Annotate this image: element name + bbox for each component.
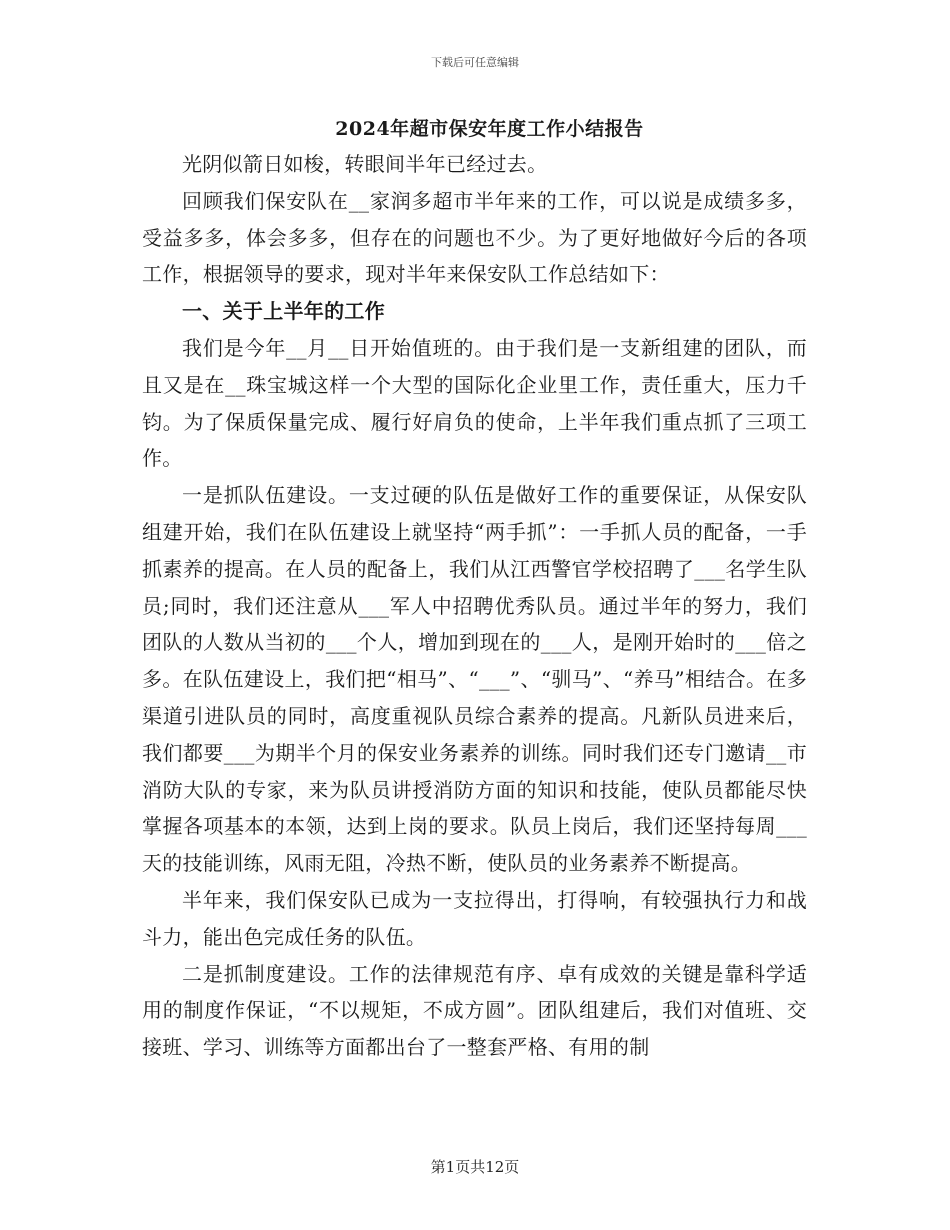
paragraph-team-building: 一是抓队伍建设。一支过硬的队伍是做好工作的重要保证，从保安队组建开始，我们在队伍建设上就坚持“两手抓”：一手抓人员的配备，一手抓素养的提高。在人员的配备上，我们从江西警官学校招聘了___名学生队员;同时，我们还注意从___军人中招聘优秀队员。通过半年的努力，我们团队的人数从当初的___个人，增加到现在的___人，是刚开始时的___倍之多。在队伍建设上，我们把“相马”、“___”、“驯马”、“养马”相结合。在多渠道引进队员的同时，高度重视队员综合素养的提高。凡新队员进来后，我们都要___为期半个月的保安业务素养的训练。同时我们还专门邀请__市消防大队的专家，来为队员讲授消防方面的知识和技能，使队员都能尽快掌握各项基本的本领，达到上岗的要求。队员上岗后，我们还坚持每周___天的技能训练，风雨无阻，冷热不断，使队员的业务素养不断提高。 <box>142 483 807 876</box>
paragraph-start: 我们是今年__月__日开始值班的。由于我们是一支新组建的团队，而且又是在__珠宝城这样一个大型的国际化企业里工作，责任重大，压力千钧。为了保质保量完成、履行好肩负的使命，上半年我们重点抓了三项工作。 <box>142 335 807 471</box>
document-body <box>142 112 807 1066</box>
page-number-footer: 第1页共12页 <box>430 1158 520 1176</box>
document-title: 2024年超市保安年度工作小结报告 <box>335 118 644 140</box>
paragraph-review: 回顾我们保安队在__家润多超市半年来的工作，可以说是成绩多多，受益多多，体会多多，但存在的问题也不少。为了更好地做好今后的各项工作，根据领导的要求，现对半年来保安队工作总结如下： <box>142 188 807 287</box>
header-note: 下载后可任意编辑 <box>431 56 519 69</box>
paragraph-intro: 光阴似箭日如梭，转眼间半年已经过去。 <box>182 152 548 176</box>
section-heading: 一、关于上半年的工作 <box>182 299 385 324</box>
paragraph-system-building: 二是抓制度建设。工作的法律规范有序、卓有成效的关键是靠科学适用的制度作保证，“不以规矩，不成方圆”。团队组建后，我们对值班、交接班、学习、训练等方面都出台了一整套严格、有用的制 <box>142 961 807 1060</box>
paragraph-half-year: 半年来，我们保安队已成为一支拉得出，打得响，有较强执行力和战斗力，能出色完成任务的队伍。 <box>142 887 807 949</box>
